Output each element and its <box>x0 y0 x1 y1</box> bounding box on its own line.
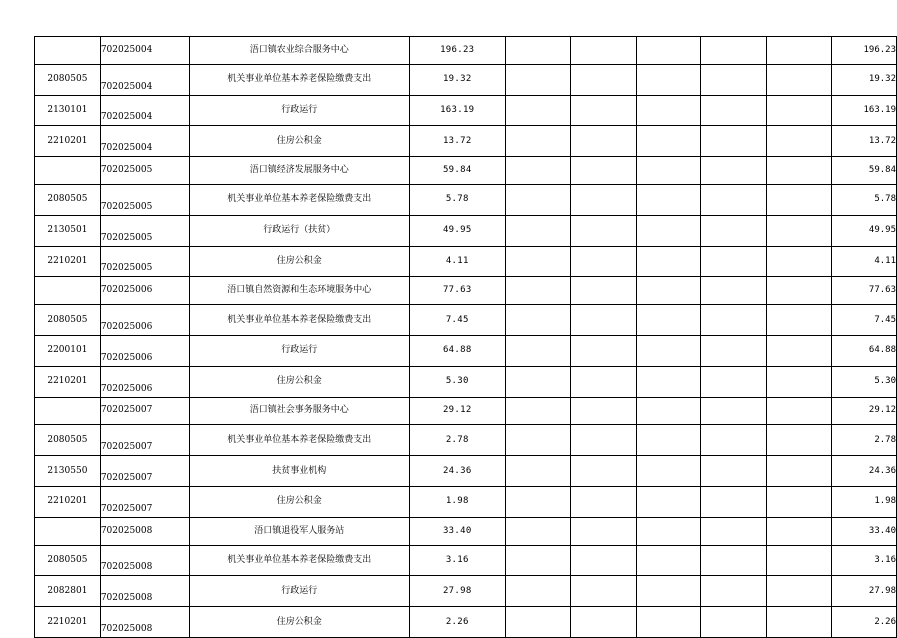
function-code-cell: 2080505 <box>35 64 101 95</box>
item-name-cell: 住房公积金 <box>189 486 409 517</box>
amount-cell <box>409 184 505 215</box>
amount-value: 1.98 <box>445 496 469 507</box>
unit-code-cell: 702025008 <box>100 517 189 545</box>
item-name-cell: 浯口镇经济发展服务中心 <box>189 157 409 185</box>
function-code-cell: 2130501 <box>35 215 101 246</box>
amount-value: 59.84 <box>442 165 472 176</box>
function-code-cell: 2210201 <box>35 366 101 397</box>
unit-code-cell: 702025008 <box>100 545 189 576</box>
item-name-cell: 浯口镇自然资源和生态环境服务中心 <box>189 277 409 305</box>
item-name-cell: 住房公积金 <box>189 126 409 157</box>
function-code-cell <box>35 397 101 425</box>
table-row <box>35 607 897 638</box>
empty-cell <box>571 246 637 277</box>
empty-cell <box>636 126 701 157</box>
item-name-cell: 机关事业单位基本养老保险缴费支出 <box>189 305 409 336</box>
empty-cell <box>701 37 767 65</box>
item-name-cell: 住房公积金 <box>189 246 409 277</box>
amount-cell <box>409 335 505 366</box>
empty-cell <box>701 517 767 545</box>
empty-cell <box>636 157 701 185</box>
unit-code-cell: 702025007 <box>100 425 189 456</box>
empty-cell <box>505 184 571 215</box>
empty-cell <box>571 335 637 366</box>
unit-row <box>35 517 897 545</box>
total-cell: 2.78 <box>832 425 897 456</box>
item-name-cell: 扶贫事业机构 <box>189 456 409 487</box>
table-row <box>35 576 897 607</box>
amount-cell <box>409 246 505 277</box>
table-row <box>35 95 897 126</box>
empty-cell <box>766 95 832 126</box>
empty-cell <box>766 545 832 576</box>
amount-value: 5.30 <box>445 376 469 387</box>
empty-cell <box>636 607 701 638</box>
unit-code-cell: 702025005 <box>100 184 189 215</box>
item-name-cell: 住房公积金 <box>189 607 409 638</box>
item-name-cell: 行政运行 <box>189 576 409 607</box>
unit-row <box>35 277 897 305</box>
empty-cell <box>701 486 767 517</box>
function-code-cell: 2080505 <box>35 305 101 336</box>
amount-value: 2.26 <box>445 616 469 627</box>
total-cell: 2.26 <box>832 607 897 638</box>
empty-cell <box>766 126 832 157</box>
unit-row <box>35 157 897 185</box>
amount-value: 24.36 <box>442 465 472 476</box>
total-cell: 59.84 <box>832 157 897 185</box>
empty-cell <box>701 126 767 157</box>
amount-cell <box>409 37 505 65</box>
empty-cell <box>636 305 701 336</box>
empty-cell <box>571 305 637 336</box>
empty-cell <box>636 95 701 126</box>
empty-cell <box>636 335 701 366</box>
unit-row <box>35 37 897 65</box>
amount-cell <box>409 64 505 95</box>
empty-cell <box>766 277 832 305</box>
amount-cell <box>409 157 505 185</box>
empty-cell <box>571 607 637 638</box>
empty-cell <box>571 456 637 487</box>
empty-cell <box>571 184 637 215</box>
function-code-cell: 2130101 <box>35 95 101 126</box>
item-name-cell: 机关事业单位基本养老保险缴费支出 <box>189 425 409 456</box>
item-name-cell: 浯口镇农业综合服务中心 <box>189 37 409 65</box>
function-code-cell: 2080505 <box>35 545 101 576</box>
amount-cell <box>409 517 505 545</box>
amount-value: 7.45 <box>445 314 469 325</box>
unit-code-cell: 702025006 <box>100 277 189 305</box>
empty-cell <box>636 425 701 456</box>
amount-cell <box>409 425 505 456</box>
unit-code-cell: 702025008 <box>100 576 189 607</box>
empty-cell <box>766 517 832 545</box>
total-cell: 5.78 <box>832 184 897 215</box>
empty-cell <box>766 305 832 336</box>
amount-value: 4.11 <box>445 255 469 266</box>
table-body <box>35 37 897 638</box>
total-cell: 33.40 <box>832 517 897 545</box>
empty-cell <box>701 397 767 425</box>
unit-code-cell: 702025007 <box>100 456 189 487</box>
empty-cell <box>636 37 701 65</box>
empty-cell <box>701 335 767 366</box>
empty-cell <box>636 517 701 545</box>
empty-cell <box>636 397 701 425</box>
amount-value: 5.78 <box>445 194 469 205</box>
empty-cell <box>571 545 637 576</box>
empty-cell <box>636 456 701 487</box>
amount-cell <box>409 366 505 397</box>
function-code-cell: 2210201 <box>35 246 101 277</box>
amount-cell <box>409 126 505 157</box>
total-cell: 27.98 <box>832 576 897 607</box>
empty-cell <box>505 215 571 246</box>
total-cell: 64.88 <box>832 335 897 366</box>
empty-cell <box>701 157 767 185</box>
unit-code-cell: 702025006 <box>100 366 189 397</box>
amount-cell <box>409 215 505 246</box>
empty-cell <box>505 95 571 126</box>
table-row <box>35 456 897 487</box>
item-name-cell: 行政运行 <box>189 95 409 126</box>
amount-value: 27.98 <box>442 585 472 596</box>
amount-cell <box>409 277 505 305</box>
amount-cell <box>409 95 505 126</box>
unit-code-cell: 702025006 <box>100 335 189 366</box>
amount-value: 33.40 <box>442 525 472 536</box>
amount-cell <box>409 576 505 607</box>
empty-cell <box>701 215 767 246</box>
empty-cell <box>701 277 767 305</box>
empty-cell <box>766 215 832 246</box>
unit-code-cell: 702025008 <box>100 607 189 638</box>
amount-value: 64.88 <box>442 345 472 356</box>
total-cell: 77.63 <box>832 277 897 305</box>
function-code-cell <box>35 517 101 545</box>
unit-code-cell: 702025004 <box>100 37 189 65</box>
empty-cell <box>766 366 832 397</box>
amount-cell <box>409 486 505 517</box>
amount-cell <box>409 607 505 638</box>
item-name-cell: 住房公积金 <box>189 366 409 397</box>
unit-code-cell: 702025007 <box>100 397 189 425</box>
empty-cell <box>571 215 637 246</box>
empty-cell <box>636 184 701 215</box>
empty-cell <box>505 486 571 517</box>
table-row <box>35 366 897 397</box>
empty-cell <box>766 37 832 65</box>
empty-cell <box>505 397 571 425</box>
function-code-cell: 2210201 <box>35 126 101 157</box>
empty-cell <box>571 37 637 65</box>
empty-cell <box>701 366 767 397</box>
function-code-cell <box>35 37 101 65</box>
amount-cell <box>409 456 505 487</box>
empty-cell <box>571 517 637 545</box>
empty-cell <box>766 456 832 487</box>
empty-cell <box>636 576 701 607</box>
total-cell: 29.12 <box>832 397 897 425</box>
amount-value: 19.32 <box>442 74 472 85</box>
amount-value: 49.95 <box>442 225 472 236</box>
item-name-cell: 浯口镇退役军人服务站 <box>189 517 409 545</box>
amount-cell <box>409 397 505 425</box>
table-row <box>35 486 897 517</box>
item-name-cell: 行政运行（扶贫） <box>189 215 409 246</box>
empty-cell <box>766 246 832 277</box>
budget-table <box>34 36 897 638</box>
item-name-cell: 行政运行 <box>189 335 409 366</box>
table-row <box>35 335 897 366</box>
empty-cell <box>505 246 571 277</box>
empty-cell <box>701 184 767 215</box>
empty-cell <box>701 64 767 95</box>
total-cell: 24.36 <box>832 456 897 487</box>
function-code-cell: 2080505 <box>35 425 101 456</box>
function-code-cell: 2082801 <box>35 576 101 607</box>
empty-cell <box>766 184 832 215</box>
amount-value: 2.78 <box>445 434 469 445</box>
table-row <box>35 305 897 336</box>
empty-cell <box>701 305 767 336</box>
function-code-cell: 2210201 <box>35 607 101 638</box>
table-row <box>35 425 897 456</box>
empty-cell <box>701 95 767 126</box>
function-code-cell: 2200101 <box>35 335 101 366</box>
empty-cell <box>505 517 571 545</box>
item-name-cell: 机关事业单位基本养老保险缴费支出 <box>189 545 409 576</box>
empty-cell <box>636 366 701 397</box>
total-cell: 3.16 <box>832 545 897 576</box>
empty-cell <box>636 246 701 277</box>
empty-cell <box>636 545 701 576</box>
empty-cell <box>701 545 767 576</box>
empty-cell <box>701 425 767 456</box>
empty-cell <box>571 366 637 397</box>
empty-cell <box>701 456 767 487</box>
empty-cell <box>766 397 832 425</box>
empty-cell <box>571 486 637 517</box>
empty-cell <box>505 545 571 576</box>
empty-cell <box>766 576 832 607</box>
item-name-cell: 机关事业单位基本养老保险缴费支出 <box>189 184 409 215</box>
empty-cell <box>766 64 832 95</box>
unit-code-cell: 702025004 <box>100 64 189 95</box>
empty-cell <box>505 607 571 638</box>
unit-code-cell: 702025007 <box>100 486 189 517</box>
empty-cell <box>505 64 571 95</box>
empty-cell <box>571 397 637 425</box>
amount-value: 3.16 <box>445 554 469 565</box>
empty-cell <box>766 425 832 456</box>
table-row <box>35 64 897 95</box>
empty-cell <box>636 486 701 517</box>
empty-cell <box>636 64 701 95</box>
table-row <box>35 126 897 157</box>
amount-cell <box>409 305 505 336</box>
empty-cell <box>766 157 832 185</box>
empty-cell <box>571 64 637 95</box>
amount-value: 29.12 <box>442 405 472 416</box>
amount-value: 77.63 <box>442 285 472 296</box>
total-cell: 7.45 <box>832 305 897 336</box>
empty-cell <box>701 607 767 638</box>
empty-cell <box>505 37 571 65</box>
total-cell: 5.30 <box>832 366 897 397</box>
empty-cell <box>766 486 832 517</box>
function-code-cell: 2080505 <box>35 184 101 215</box>
total-cell: 196.23 <box>832 37 897 65</box>
unit-code-cell: 702025004 <box>100 126 189 157</box>
amount-value: 196.23 <box>440 44 475 55</box>
empty-cell <box>571 157 637 185</box>
empty-cell <box>505 126 571 157</box>
function-code-cell: 2210201 <box>35 486 101 517</box>
unit-row <box>35 397 897 425</box>
empty-cell <box>505 335 571 366</box>
empty-cell <box>636 277 701 305</box>
total-cell: 1.98 <box>832 486 897 517</box>
table-row <box>35 246 897 277</box>
empty-cell <box>505 576 571 607</box>
empty-cell <box>766 607 832 638</box>
amount-value: 163.19 <box>440 104 475 115</box>
amount-cell <box>409 545 505 576</box>
function-code-cell <box>35 277 101 305</box>
item-name-cell: 浯口镇社会事务服务中心 <box>189 397 409 425</box>
table-row <box>35 184 897 215</box>
empty-cell <box>571 95 637 126</box>
empty-cell <box>571 576 637 607</box>
empty-cell <box>636 215 701 246</box>
empty-cell <box>505 157 571 185</box>
empty-cell <box>505 425 571 456</box>
unit-code-cell: 702025005 <box>100 215 189 246</box>
total-cell: 4.11 <box>832 246 897 277</box>
item-name-cell: 机关事业单位基本养老保险缴费支出 <box>189 64 409 95</box>
empty-cell <box>701 576 767 607</box>
table-row <box>35 215 897 246</box>
empty-cell <box>505 277 571 305</box>
amount-value: 13.72 <box>442 135 472 146</box>
empty-cell <box>505 366 571 397</box>
function-code-cell: 2130550 <box>35 456 101 487</box>
empty-cell <box>571 126 637 157</box>
empty-cell <box>571 277 637 305</box>
total-cell: 49.95 <box>832 215 897 246</box>
empty-cell <box>766 335 832 366</box>
empty-cell <box>505 305 571 336</box>
total-cell: 163.19 <box>832 95 897 126</box>
empty-cell <box>571 425 637 456</box>
empty-cell <box>701 246 767 277</box>
function-code-cell <box>35 157 101 185</box>
unit-code-cell: 702025005 <box>100 246 189 277</box>
total-cell: 13.72 <box>832 126 897 157</box>
unit-code-cell: 702025006 <box>100 305 189 336</box>
empty-cell <box>505 456 571 487</box>
unit-code-cell: 702025004 <box>100 95 189 126</box>
total-cell: 19.32 <box>832 64 897 95</box>
table-row <box>35 545 897 576</box>
unit-code-cell: 702025005 <box>100 157 189 185</box>
